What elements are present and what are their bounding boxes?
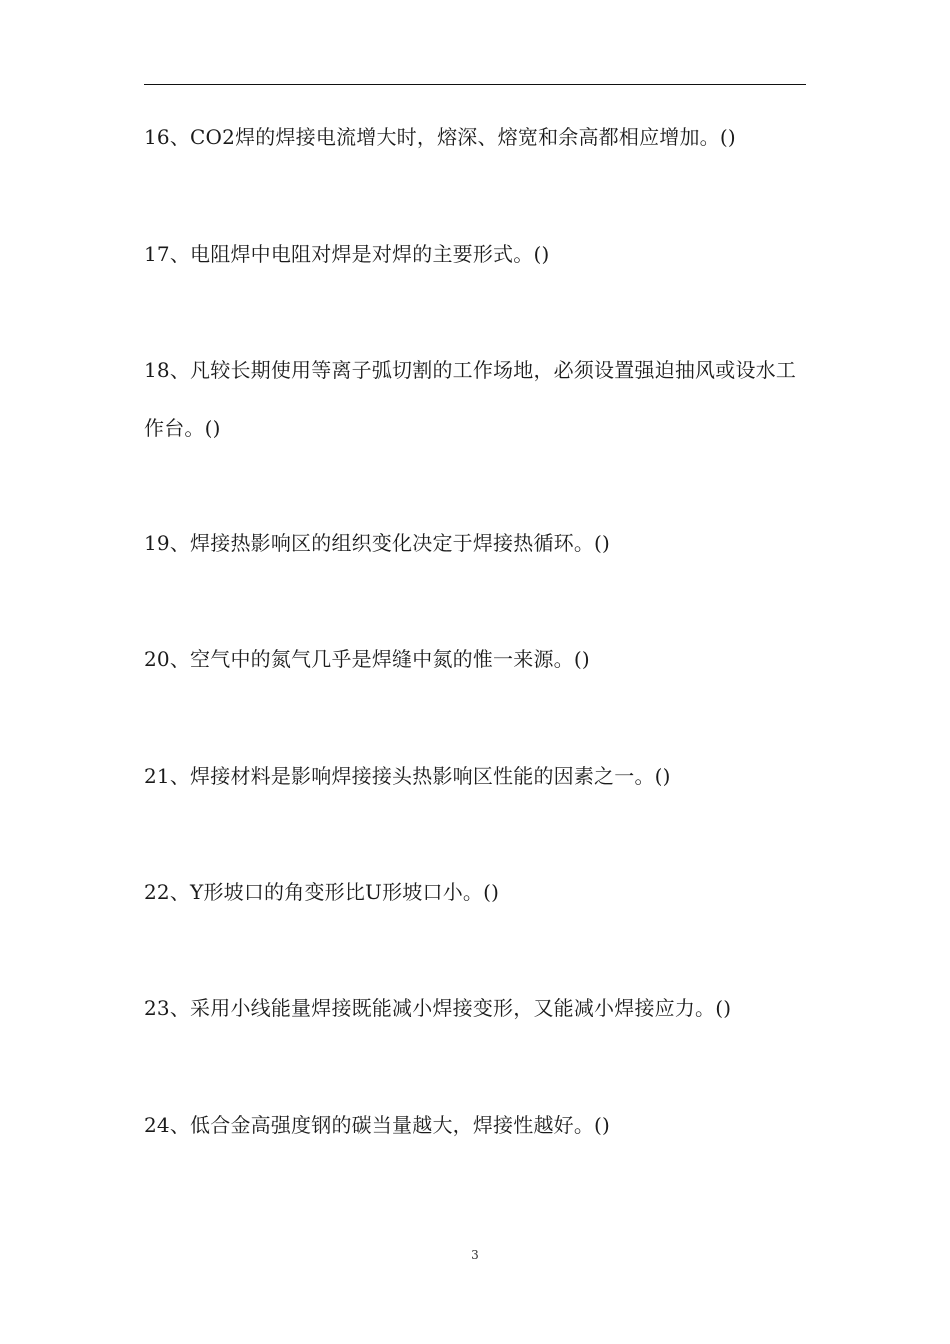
question-19: 19、焊接热影响区的组织变化决定于焊接热循环。() xyxy=(144,531,611,555)
question-22: 22、Y形坡口的角变形比U形坡口小。() xyxy=(144,880,500,904)
page-number: 3 xyxy=(471,1248,479,1262)
question-16: 16、CO2焊的焊接电流增大时，熔深、熔宽和余高都相应增加。() xyxy=(144,125,736,149)
question-21: 21、焊接材料是影响焊接接头热影响区性能的因素之一。() xyxy=(144,764,671,788)
header-rule xyxy=(144,84,806,85)
question-24: 24、低合金高强度钢的碳当量越大，焊接性越好。() xyxy=(144,1113,611,1137)
question-18: 18、凡较长期使用等离子弧切割的工作场地，必须设置强迫抽风或设水工作台。() xyxy=(144,358,797,440)
question-20: 20、空气中的氮气几乎是焊缝中氮的惟一来源。() xyxy=(144,647,590,671)
question-23: 23、采用小线能量焊接既能减小焊接变形，又能减小焊接应力。() xyxy=(144,996,732,1020)
question-17: 17、电阻焊中电阻对焊是对焊的主要形式。() xyxy=(144,242,550,266)
